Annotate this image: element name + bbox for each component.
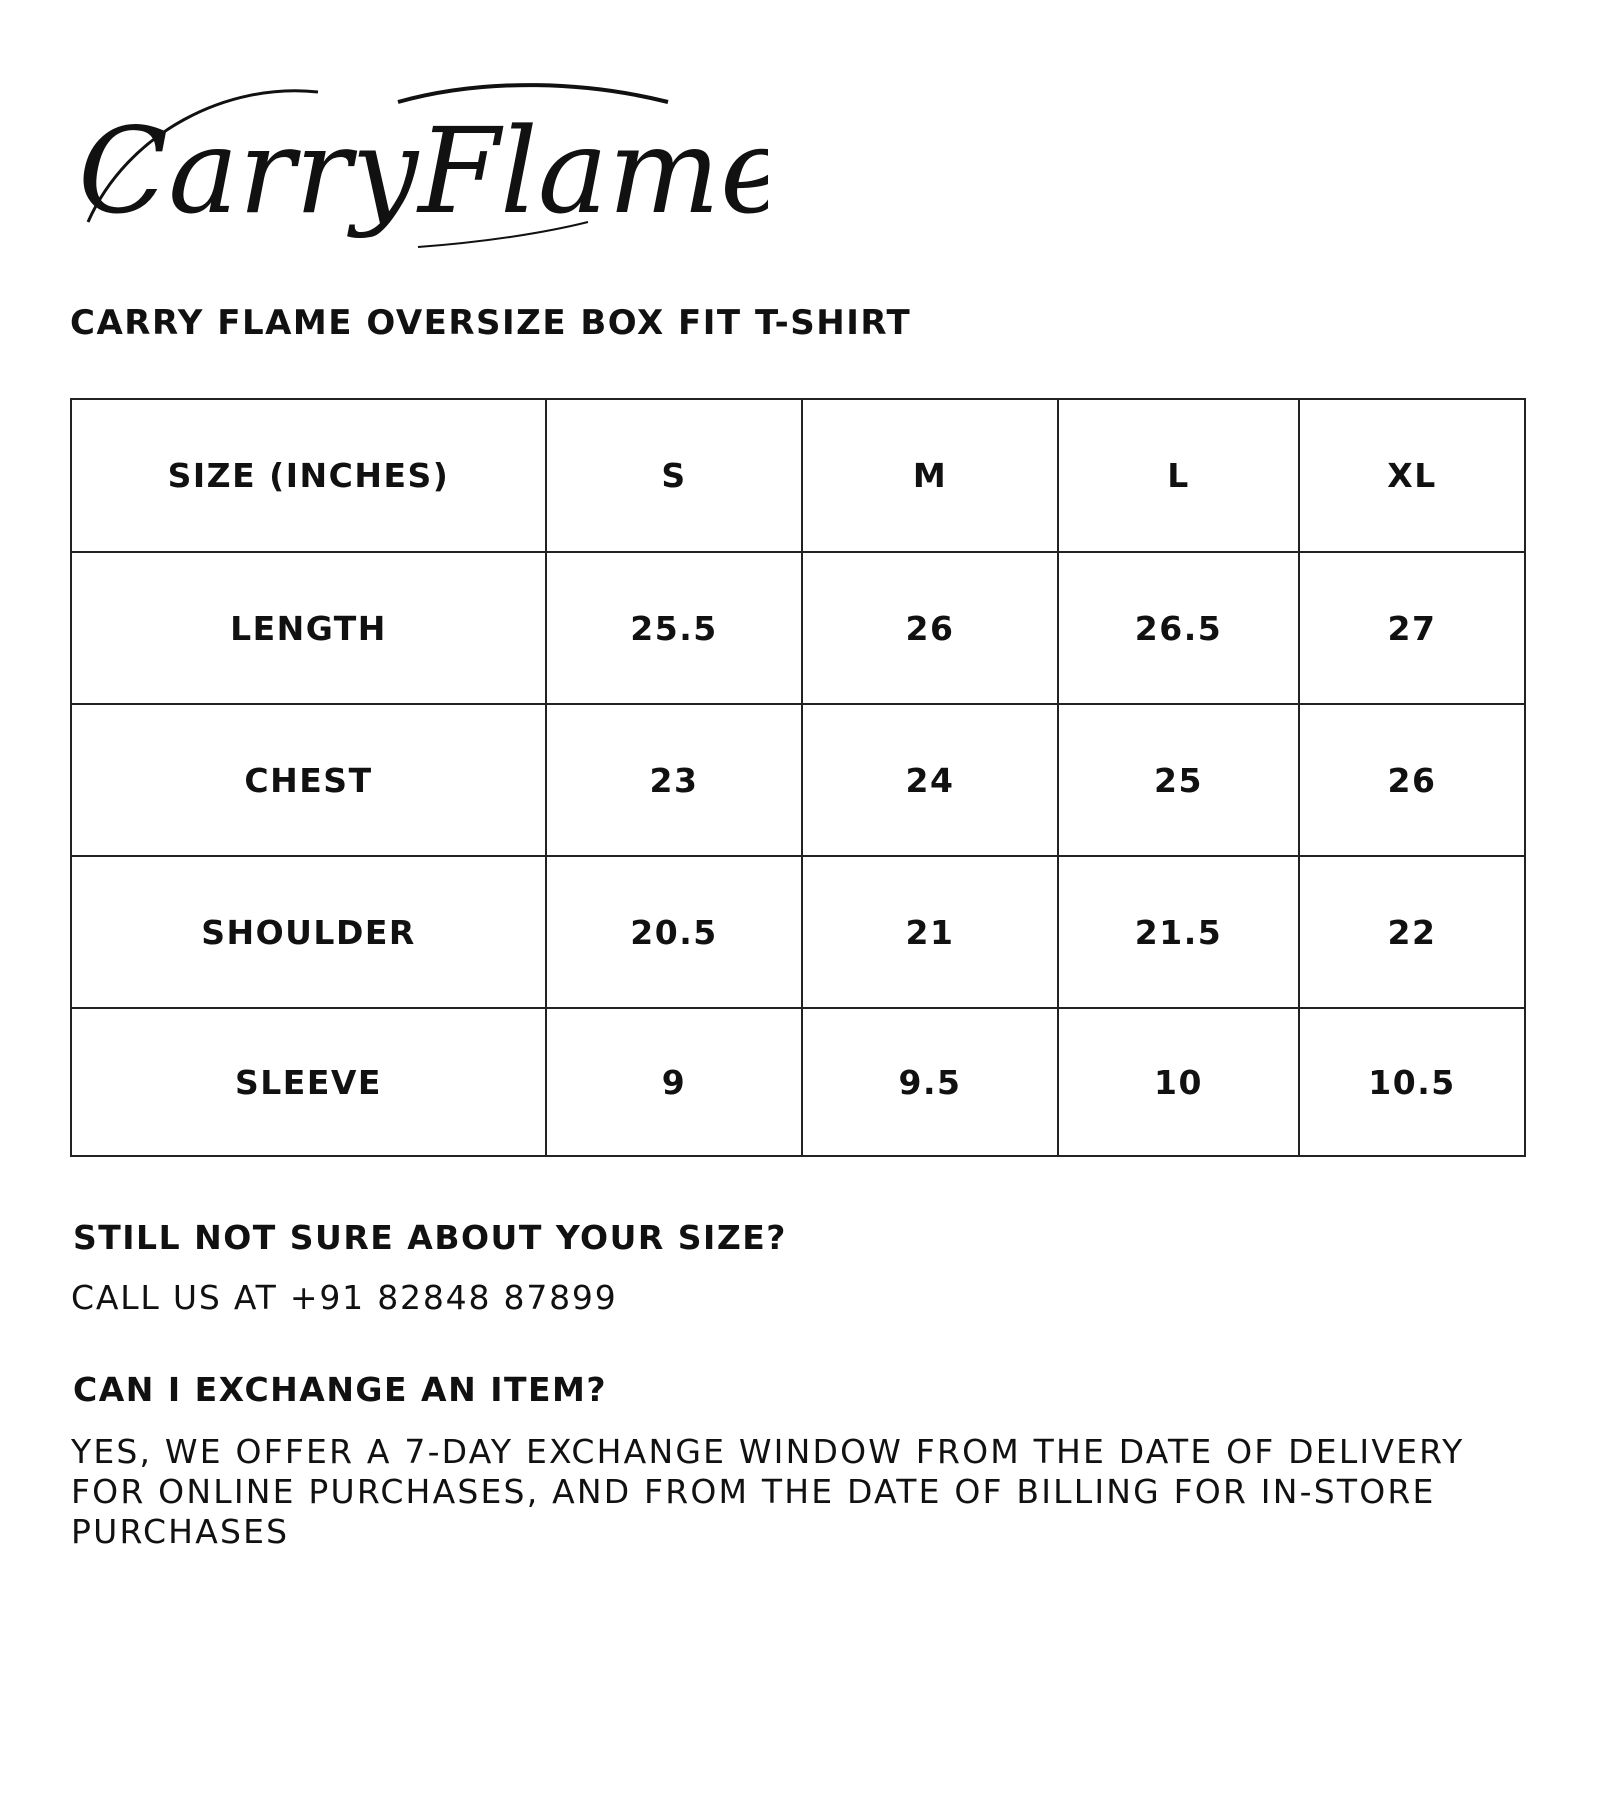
size-chart-table <box>70 398 1526 1157</box>
faq-question-size: STILL NOT SURE ABOUT YOUR SIZE? <box>73 1218 787 1257</box>
faq-question-exchange: CAN I EXCHANGE AN ITEM? <box>73 1370 608 1409</box>
product-title: CARRY FLAME OVERSIZE BOX FIT T-SHIRT <box>70 303 912 343</box>
table-cell: 10.5 <box>1299 1008 1525 1156</box>
table-cell: 26 <box>1299 704 1525 856</box>
logo-wordmark: CarryFlame <box>78 102 768 240</box>
table-row <box>71 552 1525 704</box>
header-cell-s: S <box>546 399 802 552</box>
table-header-row <box>71 399 1525 552</box>
table-row <box>71 856 1525 1008</box>
table-cell: 25 <box>1058 704 1299 856</box>
row-label: SHOULDER <box>71 856 546 1008</box>
faq-answer-exchange: YES, WE OFFER A 7-DAY EXCHANGE WINDOW FROM THE DATE OF DELIVERY FOR ONLINE PURCHASES, AND FROM THE DATE OF BILLING FOR IN-STORE PURCHASES <box>71 1432 1465 1551</box>
table-cell: 27 <box>1299 552 1525 704</box>
table-row <box>71 704 1525 856</box>
brand-logo-svg <box>68 72 768 272</box>
row-label: SLEEVE <box>71 1008 546 1156</box>
table-cell: 24 <box>802 704 1058 856</box>
table-cell: 21.5 <box>1058 856 1299 1008</box>
header-cell-xl: XL <box>1299 399 1525 552</box>
row-label: CHEST <box>71 704 546 856</box>
header-cell-l: L <box>1058 399 1299 552</box>
table-cell: 9.5 <box>802 1008 1058 1156</box>
table-cell: 23 <box>546 704 802 856</box>
table-cell: 21 <box>802 856 1058 1008</box>
table-cell: 10 <box>1058 1008 1299 1156</box>
table-cell: 26.5 <box>1058 552 1299 704</box>
brand-logo <box>68 72 768 272</box>
table-cell: 20.5 <box>546 856 802 1008</box>
table-cell: 9 <box>546 1008 802 1156</box>
header-cell-m: M <box>802 399 1058 552</box>
table-cell: 25.5 <box>546 552 802 704</box>
table-row <box>71 1008 1525 1156</box>
header-cell-size: SIZE (INCHES) <box>71 399 546 552</box>
logo-flourish-top <box>398 85 668 102</box>
table-cell: 26 <box>802 552 1058 704</box>
row-label: LENGTH <box>71 552 546 704</box>
faq-answer-size: CALL US AT +91 82848 87899 <box>71 1278 618 1317</box>
table-cell: 22 <box>1299 856 1525 1008</box>
